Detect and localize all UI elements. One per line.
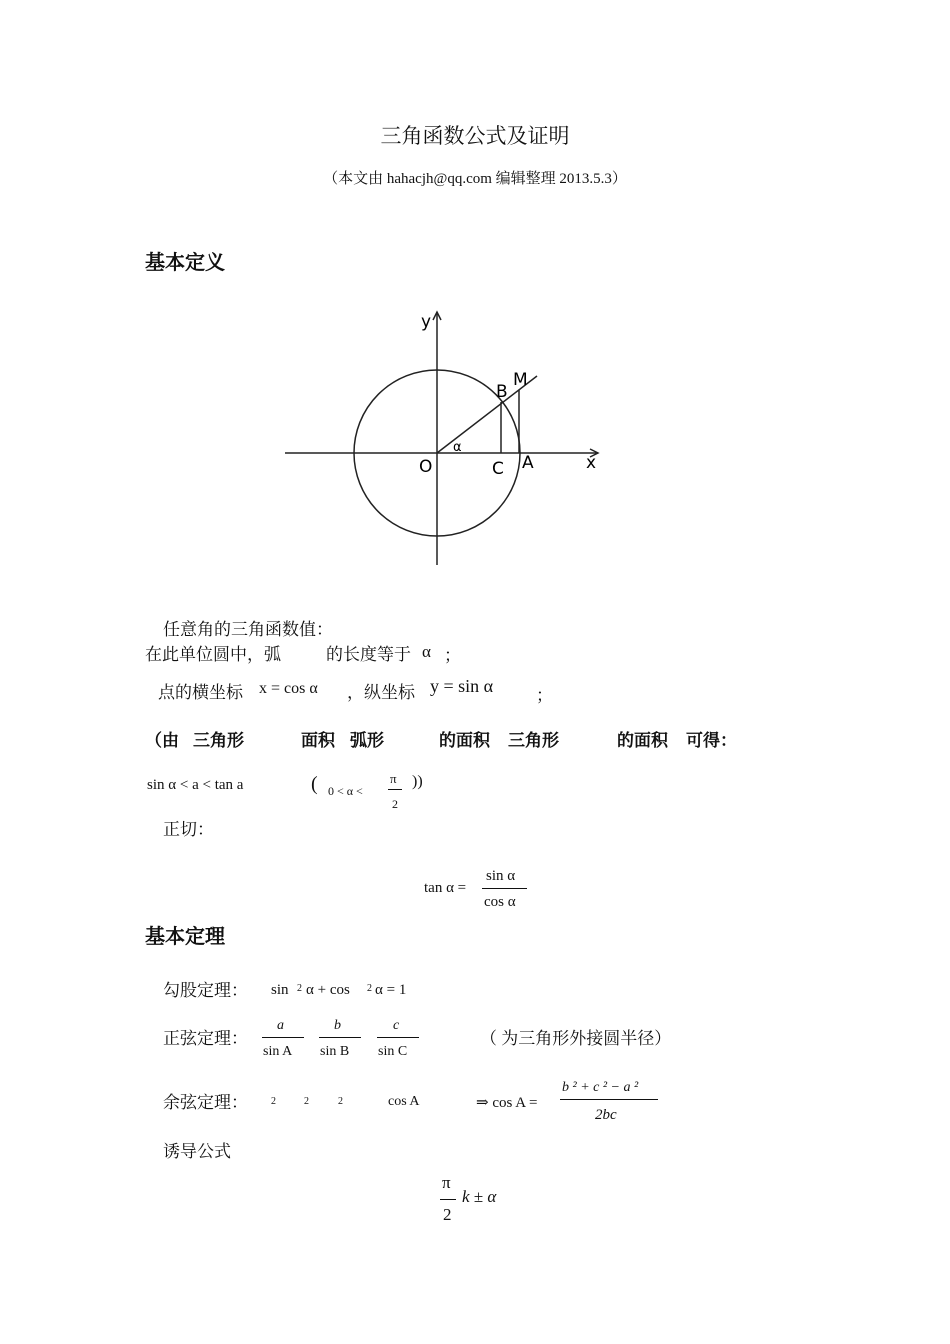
- line-arc-length-a: 在此单位圆中，弧: [145, 645, 281, 664]
- ineq-paren-close: )): [412, 773, 423, 790]
- inequality: sin α < a < tan a: [147, 777, 244, 793]
- sine-d1: sin A: [263, 1044, 293, 1059]
- pyth-term1: sin: [271, 982, 289, 998]
- tan-lhs: tan α =: [424, 880, 467, 896]
- induce-rest: k ± α: [462, 1187, 497, 1206]
- page-title: 三角函数公式及证明: [380, 124, 570, 148]
- line-coord-a: 点的横坐标: [158, 683, 243, 702]
- area-w5: 三角形: [508, 731, 559, 751]
- sine-n3: c: [393, 1018, 400, 1033]
- label-a: A: [522, 453, 534, 473]
- cos-sq1: 2: [271, 1096, 276, 1107]
- section-heading-basic-definitions: 基本定义: [145, 250, 225, 274]
- sine-bar2: [319, 1037, 361, 1038]
- induce-pi: π: [442, 1173, 451, 1192]
- cos-denominator: 2bc: [595, 1107, 617, 1123]
- area-w4: 的面积: [439, 731, 490, 751]
- tan-denominator: cos α: [484, 894, 516, 910]
- eq-y-sin: y = sin α: [430, 676, 494, 696]
- cos-a: cos A: [388, 1094, 420, 1109]
- label-x: x: [586, 453, 597, 473]
- pyth-term2: α + cos: [306, 982, 350, 998]
- cos-numerator: b ² + c ² − a ²: [562, 1080, 639, 1095]
- line-arc-length-b: 的长度等于: [326, 645, 411, 664]
- sine-n1: a: [277, 1018, 284, 1033]
- pyth-sup1: 2: [297, 983, 302, 994]
- cos-implies: ⇒ cos A =: [476, 1095, 538, 1111]
- line-arc-length-alpha: α: [422, 642, 431, 661]
- cosine-law-label: 余弦定理：: [163, 1093, 248, 1112]
- ineq-fraction-bar: [388, 789, 402, 790]
- page-subtitle: （本文由 hahacjh@qq.com 编辑整理 2013.5.3）: [323, 171, 627, 187]
- ineq-condition: 0 < α <: [328, 784, 363, 798]
- label-b: B: [496, 382, 508, 402]
- sine-n2: b: [334, 1018, 341, 1033]
- tan-numerator: sin α: [486, 868, 516, 884]
- pyth-sup2: 2: [367, 983, 372, 994]
- induce-two: 2: [443, 1205, 452, 1224]
- sine-law-note: （ 为三角形外接圆半径）: [480, 1029, 672, 1048]
- line-coord-b: ，纵坐标: [347, 683, 415, 702]
- ineq-two: 2: [392, 797, 398, 811]
- line-arbitrary-angle: 任意角的三角函数值：: [163, 620, 333, 639]
- sine-law-label: 正弦定理：: [163, 1029, 248, 1048]
- section-heading-basic-theorems: 基本定理: [145, 924, 225, 948]
- area-w3: 弧形: [350, 731, 384, 751]
- cos-sq2: 2: [304, 1096, 309, 1107]
- line-coord-end: ；: [536, 686, 553, 705]
- cos-sq3: 2: [338, 1096, 343, 1107]
- area-w7: 可得：: [686, 731, 737, 751]
- label-alpha: α: [453, 440, 462, 455]
- induce-fraction-bar: [440, 1199, 456, 1200]
- label-m: M: [513, 370, 528, 390]
- area-w1: 三角形: [193, 731, 244, 751]
- sine-bar1: [262, 1037, 304, 1038]
- eq-x-cos: x = cos α: [259, 680, 318, 697]
- ineq-pi: π: [390, 771, 397, 786]
- sine-d2: sin B: [320, 1044, 350, 1059]
- pyth-term3: α = 1: [375, 982, 407, 998]
- label-y: y: [421, 312, 432, 332]
- area-w6: 的面积: [617, 731, 668, 751]
- area-paren: （由: [145, 731, 179, 751]
- label-o: O: [419, 457, 433, 477]
- sine-d3: sin C: [378, 1044, 408, 1059]
- tangent-label: 正切：: [163, 820, 214, 839]
- tan-fraction-bar: [482, 888, 527, 889]
- pythagorean-label: 勾股定理：: [163, 981, 248, 1000]
- line-arc-length-end: ；: [444, 646, 461, 665]
- induction-label: 诱导公式: [163, 1142, 231, 1161]
- area-w2: 面积: [301, 731, 335, 751]
- unit-circle-diagram: [280, 300, 610, 575]
- ineq-paren-open: (: [311, 773, 318, 795]
- label-c: C: [492, 459, 504, 479]
- cos-fraction-bar: [560, 1099, 658, 1100]
- sine-bar3: [377, 1037, 419, 1038]
